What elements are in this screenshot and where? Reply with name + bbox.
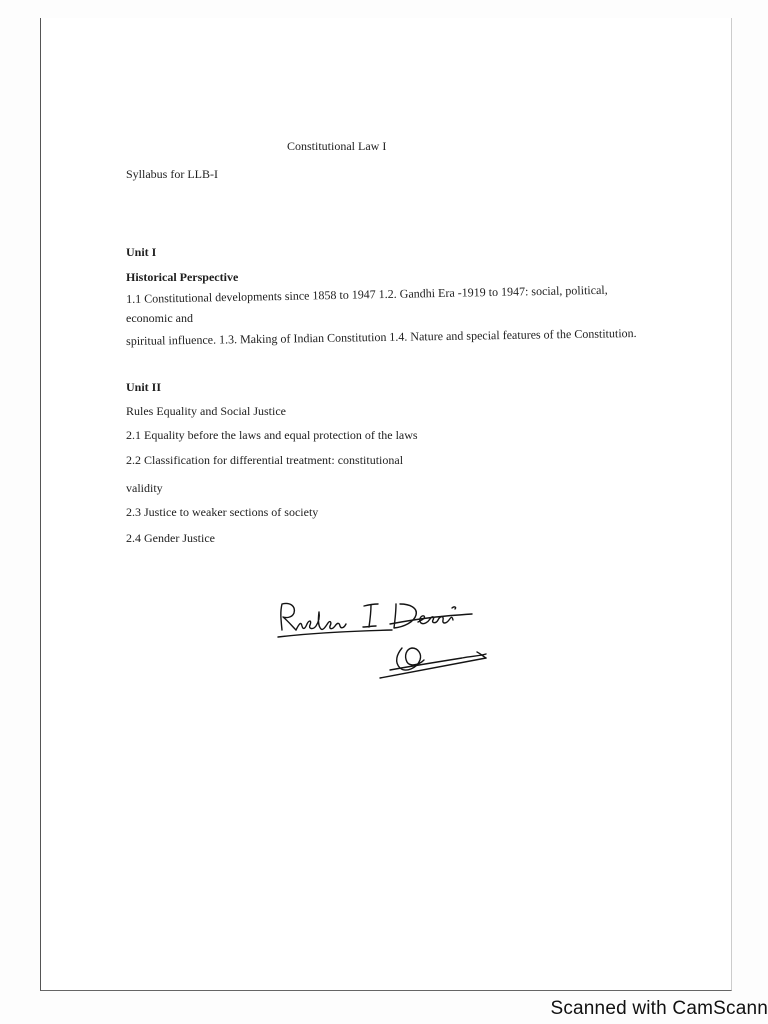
- unit-1-heading: Unit I: [126, 245, 157, 259]
- unit-1-line-3: spiritual influence. 1.3. Making of Indian Constitution 1.4. Nature and special features of the Constitution.: [126, 325, 637, 348]
- unit-2-line-1: 2.1 Equality before the laws and equal protection of the laws: [126, 428, 418, 442]
- unit-2-topic: Rules Equality and Social Justice: [126, 404, 286, 418]
- document-subtitle: Syllabus for LLB-I: [126, 167, 218, 181]
- unit-1-line-1: 1.1 Constitutional developments since 1858 to 1947 1.2. Gandhi Era -1919 to 1947: social, political,: [126, 282, 608, 306]
- unit-2-heading: Unit II: [126, 380, 162, 394]
- unit-2-line-4: 2.3 Justice to weaker sections of society: [126, 505, 319, 519]
- unit-2-line-3: validity: [126, 481, 163, 495]
- unit-2-line-5: 2.4 Gender Justice: [126, 531, 215, 545]
- camscanner-watermark: Scanned with CamScann: [550, 998, 768, 1019]
- handwritten-signature: [272, 596, 498, 686]
- unit-1-line-2: economic and: [126, 311, 193, 325]
- unit-2-line-2: 2.2 Classification for differential treatment: constitutional: [126, 453, 404, 467]
- document-title: Constitutional Law I: [287, 139, 387, 153]
- unit-1-topic: Historical Perspective: [126, 270, 239, 284]
